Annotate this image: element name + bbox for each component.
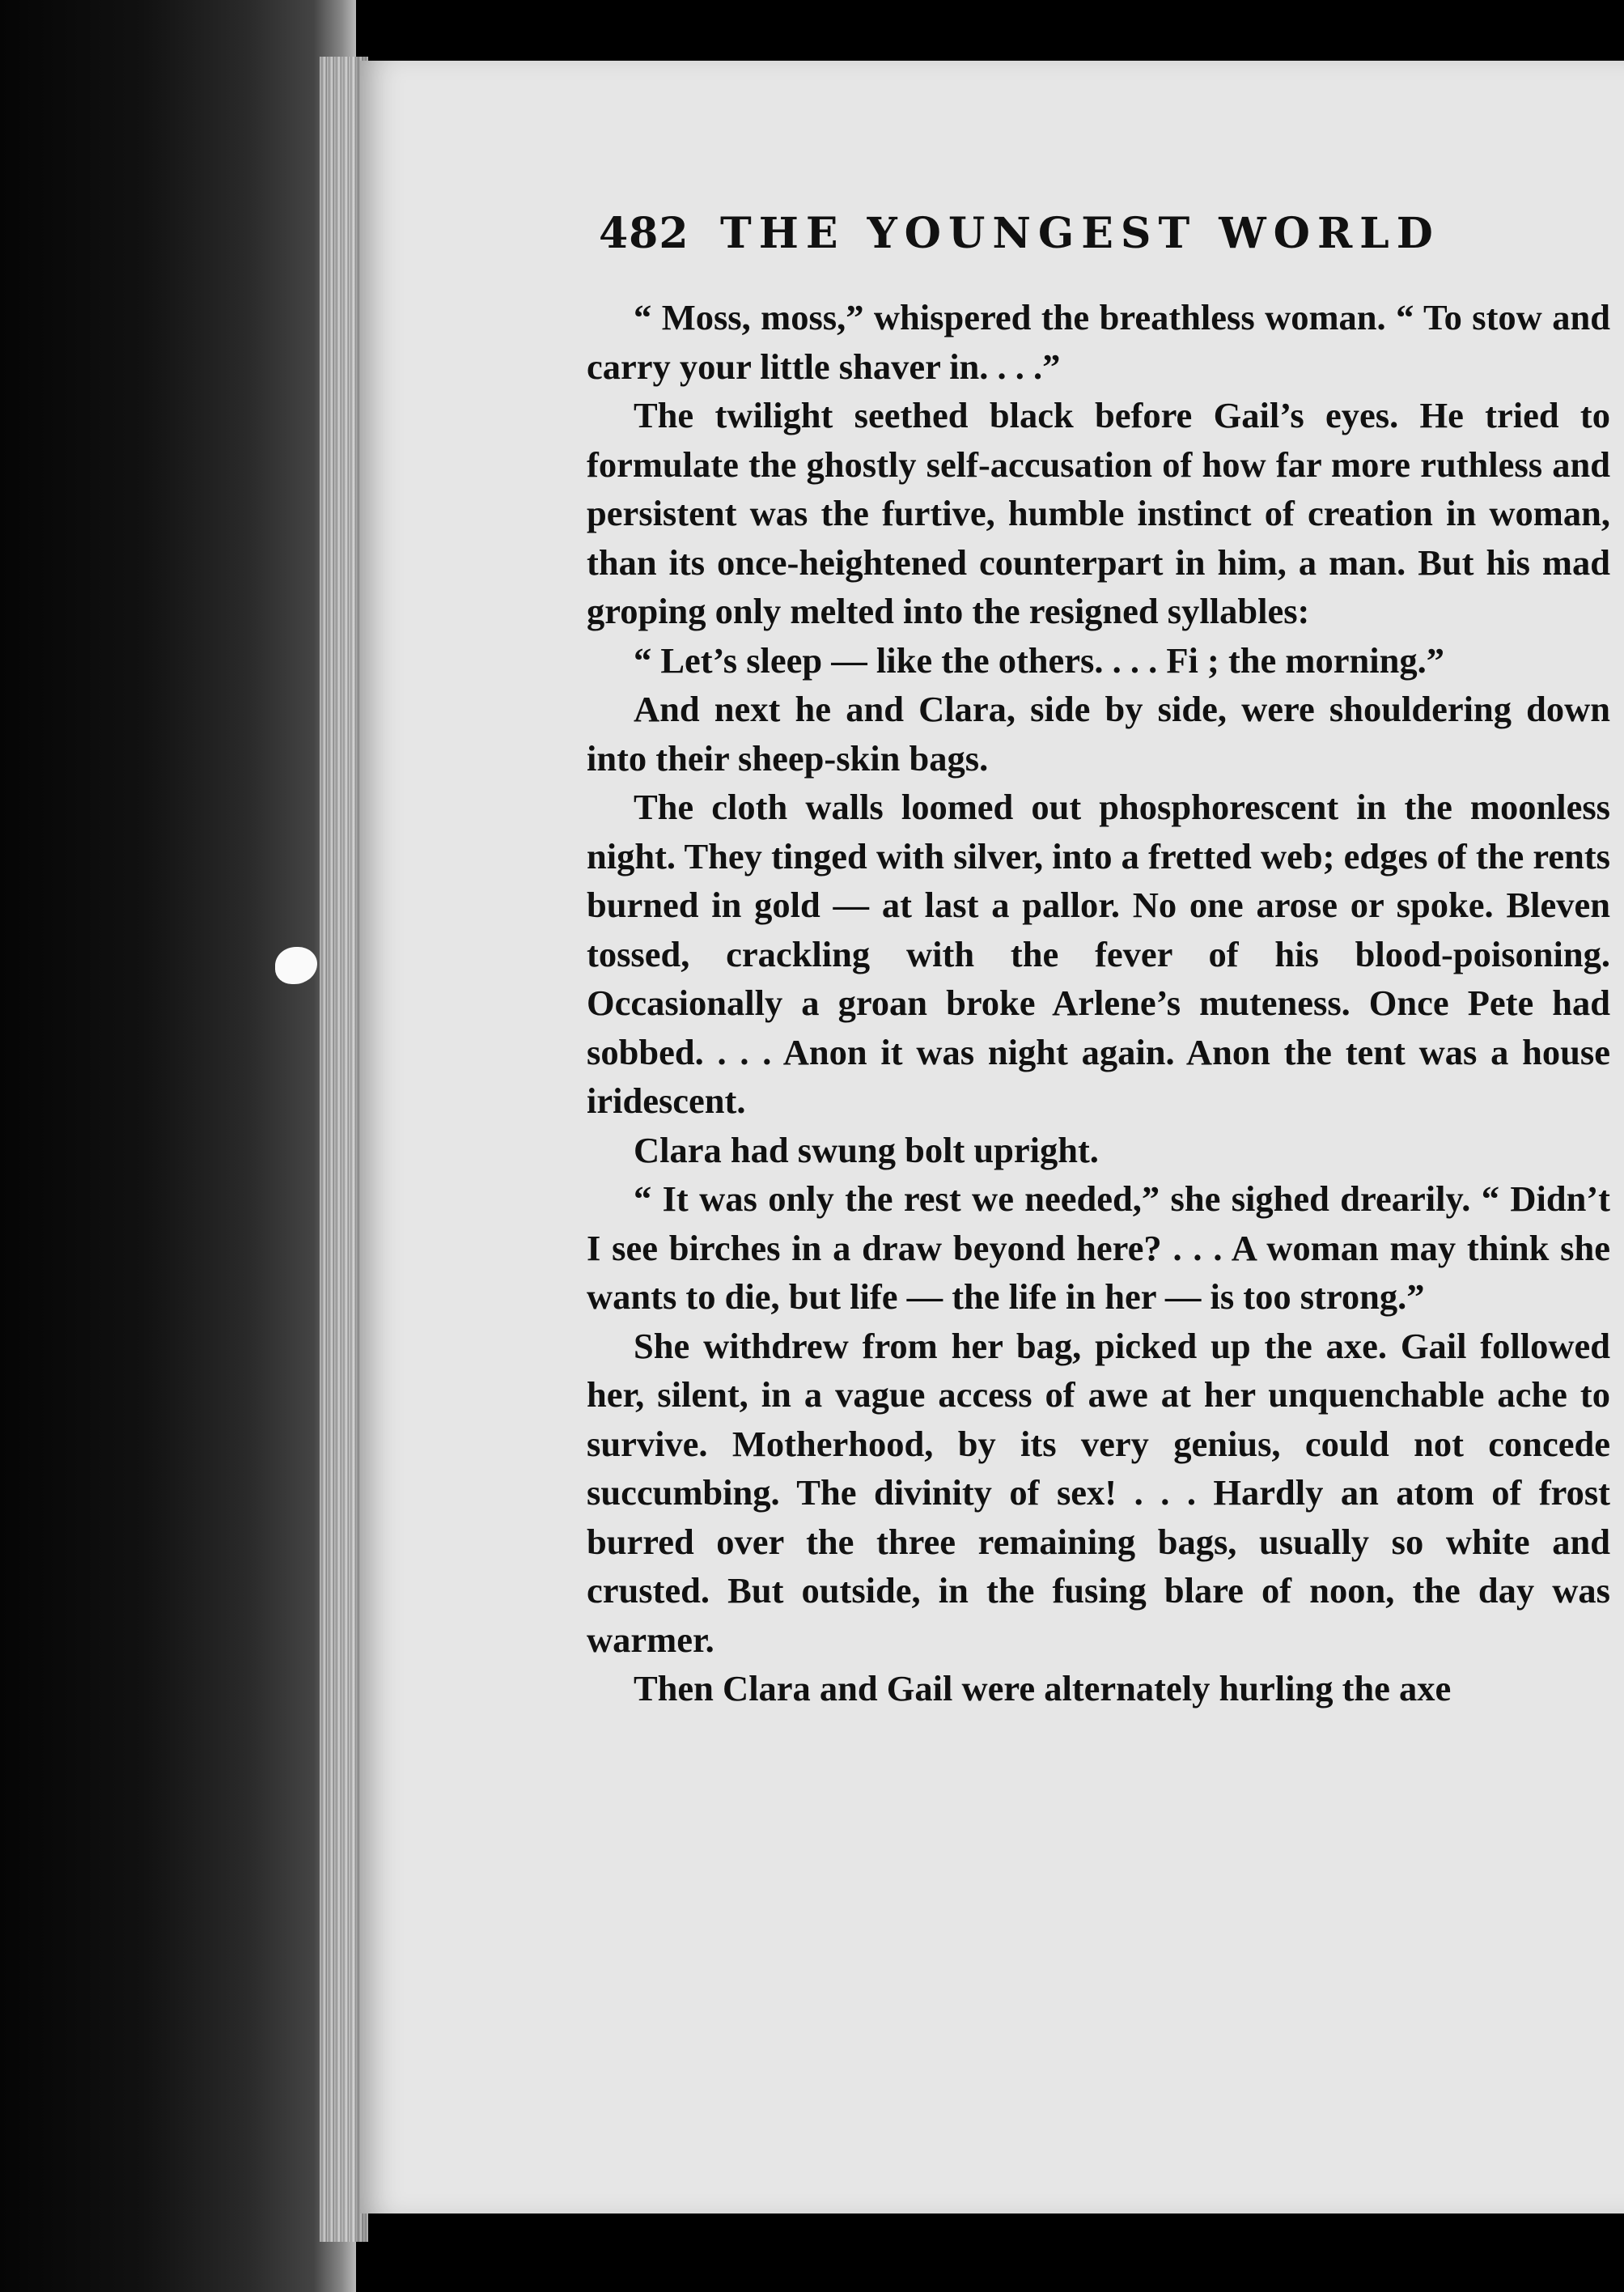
paragraph: “ Moss, moss,” whispered the breathless woman. “ To stow and carry your little shaver in. . . .” [587,297,1610,387]
body-text [587,293,1610,1713]
paragraph: “ Let’s sleep — like the others. . . . Fi ; the morning.” [634,639,1444,681]
book-gutter [0,0,356,2292]
paragraph: And next he and Clara, side by side, were shouldering down into their sheep-skin bags. [587,689,1610,779]
paragraph: Then Clara and Gail were alternately hurling the axe [634,1668,1452,1708]
paragraph: Clara had swung bolt upright. [634,1129,1099,1170]
paragraph: The cloth walls loomed out phosphorescent in the moonless night. They tinged with silver, into a fretted web; edges of the rents burned in gold — at last a pallor. No one arose or spoke. Bleven tossed, crackling with the fever of his blood-poisoning. Occasionally a groan broke Arlene’s muteness. Once Pete had sobbed. . . . Anon it was night again. Anon the tent was a house iridescent. [587,787,1610,1121]
paragraph: The twilight seethed black before Gail’s eyes. He tried to formulate the ghostly self-accusation of how far more ruthless and persistent was the furtive, humble instinct of creation in woman, than its once-heightened counterpart in him, a man. But his mad groping only melted into the resigned syllables: [587,395,1610,631]
page-number: 482 [599,209,689,258]
running-head [599,209,1624,258]
paragraph: She withdrew from her bag, picked up the axe. Gail followed her, silent, in a vague access of awe at her unquenchable ache to survive. Motherhood, by its very genius, could not concede succumbing. The divinity of sex! . . . Hardly an atom of frost burred over the three remaining bags, usually so white and crusted. But outside, in the fusing blare of noon, the day was warmer. [587,1325,1610,1660]
running-title: THE YOUNGEST WORLD [720,209,1440,258]
paragraph: “ It was only the rest we needed,” she sighed drearily. “ Didn’t I see birches in a draw beyond here? . . . A woman may think she wants to die, but life — the life in her — is too strong.” [587,1178,1610,1317]
